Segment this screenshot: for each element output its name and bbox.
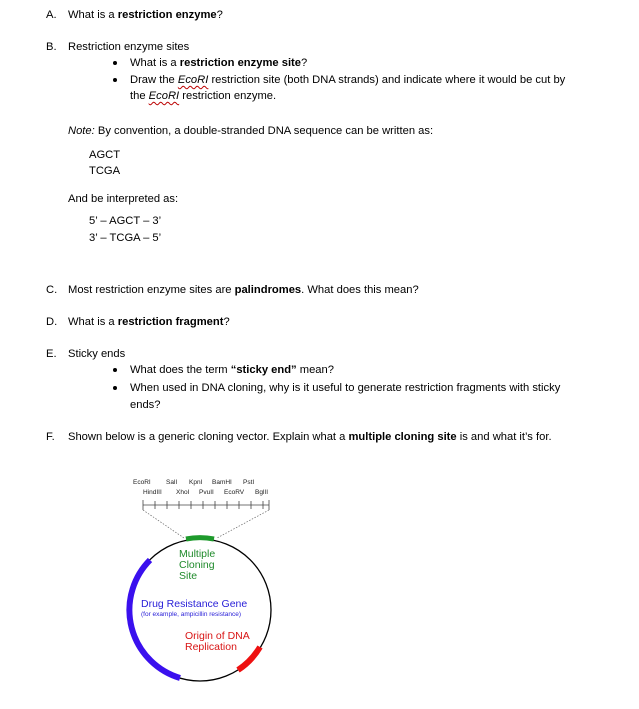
sequence-line-2: TCGA [89, 165, 121, 177]
text: Most restriction enzyme sites are [68, 284, 235, 296]
drug-resistance-segment [129, 560, 180, 678]
text: the [130, 90, 149, 102]
term: restriction fragment [117, 316, 224, 328]
drug-resistance-sublabel: (for example, ampicillin resistance) [141, 611, 242, 618]
site-label-hindiii: HindIII [143, 489, 162, 496]
question-marker-c: C. [46, 284, 58, 296]
origin-label-1: Origin of DNA [185, 630, 250, 642]
site-label-ecorv: EcoRV [224, 489, 245, 496]
text: What is a [68, 316, 118, 328]
origin-segment [238, 647, 260, 670]
enzyme-name: EcoRI [148, 90, 180, 102]
site-label-pvuii: PvuII [199, 489, 214, 496]
question-marker-a: A. [46, 9, 57, 21]
term: restriction enzyme site [179, 57, 301, 69]
site-label-sali: SalI [166, 479, 178, 486]
question-e-item-2: When used in DNA cloning, why is it useful to generate restriction fragments with sticky [130, 382, 561, 394]
text: . What does this mean? [301, 284, 419, 296]
question-e-item-2-cont: ends? [130, 399, 161, 411]
text: ? [301, 57, 308, 69]
text: What is a [130, 57, 180, 69]
question-e-title: Sticky ends [68, 348, 126, 360]
question-marker-d: D. [46, 316, 58, 328]
mcs-segment [186, 538, 214, 539]
mcs-label-1: Multiple [179, 548, 216, 560]
site-label-bglii: BglII [255, 489, 269, 496]
text: restriction enzyme. [179, 90, 277, 102]
note-label: Note: [68, 125, 95, 137]
question-a-term: restriction enzyme [117, 9, 217, 21]
mcs-label-3: Site [179, 570, 198, 582]
site-label-xhoi: XhoI [176, 489, 190, 496]
text: Shown below is a generic cloning vector. Explain what a [68, 431, 349, 443]
text: What does the term [130, 364, 231, 376]
question-b-title: Restriction enzyme sites [68, 41, 190, 53]
text: Draw the [130, 74, 178, 86]
drug-resistance-label: Drug Resistance Gene [141, 598, 248, 610]
sequence-line-4: 3’ – TCGA – 5’ [89, 232, 162, 244]
term: palindromes [234, 284, 302, 296]
sequence-line-3: 5’ – AGCT – 3’ [89, 215, 162, 227]
mcs-label-2: Cloning [179, 559, 215, 571]
term: multiple cloning site [348, 431, 457, 443]
site-label-ecori: EcoRI [133, 479, 151, 486]
question-marker-b: B. [46, 41, 57, 53]
interpretation-text: And be interpreted as: [68, 193, 179, 205]
text: mean? [296, 364, 334, 376]
text: is and what it’s for. [456, 431, 552, 443]
term: “sticky end” [230, 364, 297, 376]
sequence-line-1: AGCT [89, 149, 121, 161]
zoom-lines [143, 510, 269, 538]
enzyme-name: EcoRI [177, 74, 209, 86]
question-a-end: ? [216, 9, 223, 21]
question-marker-e: E. [46, 348, 57, 360]
site-label-psti: PstI [243, 479, 255, 486]
note-text: By convention, a double-stranded DNA sequence can be written as: [94, 125, 434, 137]
mcs-ruler [143, 500, 269, 510]
question-a-text: What is a [68, 9, 118, 21]
text: restriction site (both DNA strands) and indicate where it would be cut by [208, 74, 566, 86]
question-marker-f: F. [46, 431, 55, 443]
site-label-kpni: KpnI [189, 479, 203, 486]
text: ? [223, 316, 230, 328]
origin-label-2: Replication [185, 641, 237, 653]
site-label-bamhi: BamHI [212, 479, 232, 486]
